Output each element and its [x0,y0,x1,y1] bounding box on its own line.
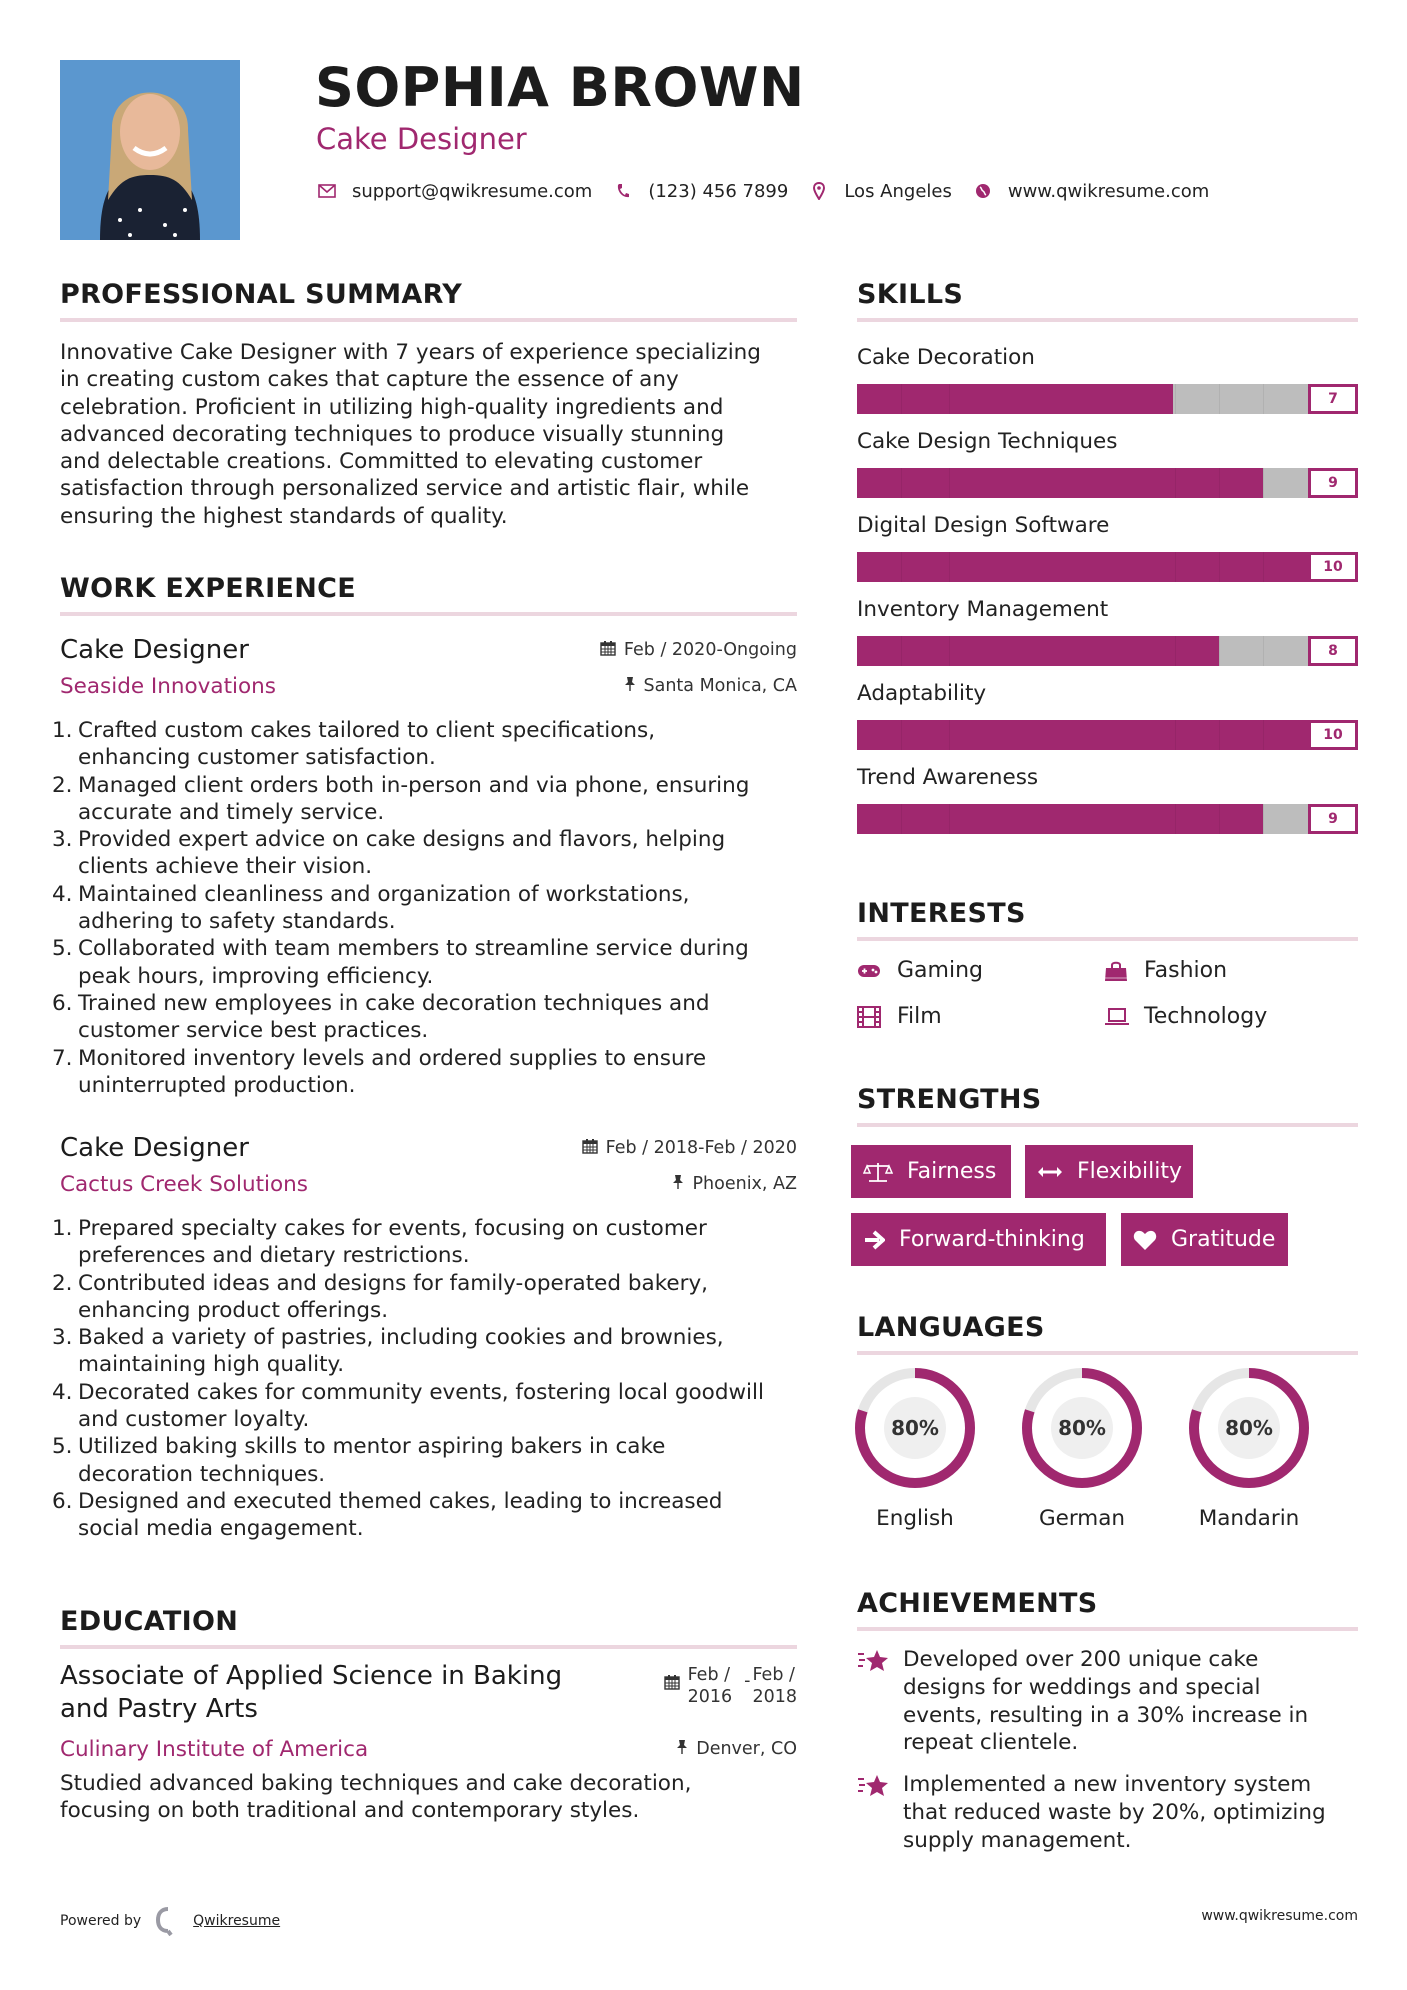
skill-label: Inventory Management [857,597,1109,622]
achievement-item: Developed over 200 unique cake designs for weddings and special events, resulting in a 30% increase in repeat clientele. [857,1646,1358,1757]
envelope-icon [316,180,338,202]
school-name: Culinary Institute of America [60,1736,369,1762]
education-entry [60,1660,797,1825]
interests-section [857,898,1358,941]
qwikresume-link[interactable]: Qwikresume [193,1913,281,1929]
language-item [845,1366,985,1531]
shopping-bag-icon [1104,960,1130,982]
job-location: Santa Monica, CA [624,676,798,696]
skill-value: 10 [1308,720,1358,750]
bullet-item: 2. Contributed ideas and designs for family-operated bakery, enhancing product offerings. [52,1270,708,1323]
strength-badge: Flexibility [1025,1145,1193,1198]
education-dates: Feb / 2016 - Feb / 2018 [664,1660,797,1726]
section-divider [857,937,1358,941]
bullet-item: 3. Provided expert advice on cake designs and flavors, helping clients achieve their vision. [52,827,726,880]
interest-item: Fashion [1104,958,1227,983]
laptop-icon [1104,1008,1130,1026]
skill-item [857,680,1358,750]
bullet-item: 5. Utilized baking skills to mentor aspiring bakers in cake decoration techniques. [52,1434,666,1487]
skill-fill [857,720,1358,750]
job-dates: Feb / 2018-Feb / 2020 [582,1138,797,1158]
strength-badge: Fairness [851,1145,1011,1198]
globe-icon [972,180,994,202]
calendar-icon [664,1664,680,1696]
skill-label: Cake Design Techniques [857,429,1118,454]
skill-bar [857,720,1358,750]
company-name: Cactus Creek Solutions [60,1171,309,1197]
svg-text:80%: 80% [891,1416,939,1440]
skill-label: Adaptability [857,681,987,706]
achievements-list [857,1646,1358,1855]
skill-value: 7 [1308,384,1358,414]
heart-icon [1133,1229,1157,1251]
bullet-item: 6. Trained new employees in cake decoration techniques and customer service best practices. [52,990,710,1044]
calendar-icon [582,1138,598,1158]
job-entry [52,1131,797,1543]
qwikresume-logo-icon [155,1906,181,1936]
svg-text:80%: 80% [1058,1416,1106,1440]
achievements-section [857,1588,1358,1631]
shooting-star-icon [857,1771,903,1803]
contact-website[interactable] [972,180,1209,202]
section-heading: WORK EXPERIENCE [60,573,356,604]
skill-item [857,764,1358,834]
section-divider [857,1123,1358,1127]
section-heading: PROFESSIONAL SUMMARY [60,279,463,310]
language-label: Mandarin [1198,1506,1300,1531]
bullet-item: 1. Crafted custom cakes tailored to client specifications, enhancing customer satisfaction. [52,718,656,771]
contact-bar [316,180,1229,202]
phone-text: (123) 456 7899 [648,180,789,202]
skill-label: Cake Decoration [857,345,1035,370]
bullet-item: 4. Maintained cleanliness and organization of workstations, adhering to safety standards. [52,881,690,935]
section-divider [60,1645,797,1649]
skill-label: Trend Awareness [857,765,1039,790]
section-heading: INTERESTS [857,898,1026,929]
section-heading: EDUCATION [60,1606,239,1637]
skill-fill [857,468,1263,498]
section-divider [857,318,1358,322]
company-name: Seaside Innovations [60,673,276,699]
candidate-title: Cake Designer [316,122,527,156]
bullet-item: 2. Managed client orders both in-person and via phone, ensuring accurate and timely service. [52,772,750,825]
language-progress-ring [1179,1366,1319,1496]
interest-item: Gaming [857,958,983,983]
skill-value: 9 [1308,804,1358,834]
skill-bar [857,636,1358,666]
profile-photo [60,60,240,240]
skill-fill [857,636,1219,666]
skill-item [857,512,1358,582]
gamepad-icon [857,963,883,979]
contact-phone[interactable] [612,180,788,202]
language-progress-ring [845,1366,985,1496]
skill-label: Digital Design Software [857,513,1110,538]
skill-item [857,596,1358,666]
skill-value: 8 [1308,636,1358,666]
powered-by-text: Powered by [60,1913,142,1929]
section-divider [60,612,797,616]
job-title: Cake Designer [60,635,249,665]
bullet-item: 4. Decorated cakes for community events, fostering local goodwill and customer loyalty. [52,1379,764,1433]
education-location: Denver, CO [676,1739,797,1759]
summary-text: Innovative Cake Designer with 7 years of experience specializing in creating custom cakes that capture the essence of any celebration. Proficient in utilizing high-quality ingredients and advanced decorating techniques to produce visually stunning and delectable creations. Committed to elevating customer satisfaction through personalized service and artistic flair, while ensuring the highest standards of quality. [60,340,761,529]
section-divider [857,1351,1358,1355]
skill-value: 10 [1308,552,1358,582]
skills-section [857,279,1358,322]
job-bullets [52,717,797,1099]
film-icon [857,1006,883,1028]
bullet-item: 3. Baked a variety of pastries, including cookies and brownies, maintaining high quality. [52,1325,724,1378]
section-heading: ACHIEVEMENTS [857,1588,1098,1619]
section-divider [60,318,797,322]
language-label: German [1038,1506,1126,1531]
skill-bar [857,384,1358,414]
website-text: www.qwikresume.com [1007,180,1210,202]
arrow-right-icon [863,1230,885,1250]
section-divider [857,1627,1358,1631]
language-item [1012,1366,1152,1531]
skill-bar [857,468,1358,498]
achievement-item: Implemented a new inventory system that reduced waste by 20%, optimizing supply management. [857,1771,1358,1854]
footer-url[interactable]: www.qwikresume.com [1201,1908,1358,1924]
skills-list [857,344,1358,848]
pushpin-icon [676,1739,688,1759]
bullet-item: 1. Prepared specialty cakes for events, focusing on customer preferences and dietary restrictions. [52,1216,707,1269]
svg-text:80%: 80% [1225,1416,1273,1440]
summary-section [60,279,797,530]
contact-email[interactable] [316,180,592,202]
arrows-horizontal-icon [1037,1165,1063,1179]
skill-value: 9 [1308,468,1358,498]
shooting-star-icon [857,1646,903,1678]
bullet-item: 6. Designed and executed themed cakes, leading to increased social media engagement. [52,1488,723,1542]
map-marker-icon [808,180,830,202]
bullet-item: 7. Monitored inventory levels and ordered supplies to ensure uninterrupted production. [52,1045,707,1098]
calendar-icon [600,640,616,660]
interest-item: Technology [1104,1004,1267,1029]
section-heading: SKILLS [857,279,964,310]
job-dates: Feb / 2020-Ongoing [600,640,797,660]
email-text: support@qwikresume.com [352,180,593,202]
contact-location [808,180,952,202]
education-section [60,1606,797,1649]
skill-bar [857,552,1358,582]
pushpin-icon [624,676,636,696]
strengths-section [857,1084,1358,1127]
candidate-name: SOPHIA BROWN [315,56,805,119]
skill-fill [857,384,1173,414]
phone-icon [612,180,634,202]
language-item [1179,1366,1319,1531]
interest-item: Film [857,1004,942,1029]
work-experience-section [60,573,797,616]
languages-list [845,1366,1319,1531]
strength-badge: Forward-thinking [851,1213,1106,1266]
job-title: Cake Designer [60,1133,249,1163]
language-label: English [876,1506,954,1531]
skill-fill [857,552,1358,582]
job-location: Phoenix, AZ [672,1174,797,1194]
skill-item [857,344,1358,414]
language-progress-ring [1012,1366,1152,1496]
job-bullets [52,1215,797,1543]
education-description: Studied advanced baking techniques and cake decoration, focusing on both traditional and contemporary styles. [60,1771,692,1824]
degree-title: Associate of Applied Science in Baking and Pastry Arts [60,1661,563,1724]
job-entry [52,633,797,1099]
bullet-item: 5. Collaborated with team members to streamline service during peak hours, improving efficiency. [52,936,749,989]
skill-item [857,428,1358,498]
skill-fill [857,804,1263,834]
balance-scale-icon [863,1161,893,1183]
section-heading: LANGUAGES [857,1312,1045,1343]
skill-bar [857,804,1358,834]
pushpin-icon [672,1174,684,1194]
strength-badge: Gratitude [1121,1213,1288,1266]
languages-section [857,1312,1358,1355]
section-heading: STRENGTHS [857,1084,1042,1115]
location-text: Los Angeles [844,180,952,202]
footer-powered-by [60,1906,280,1936]
